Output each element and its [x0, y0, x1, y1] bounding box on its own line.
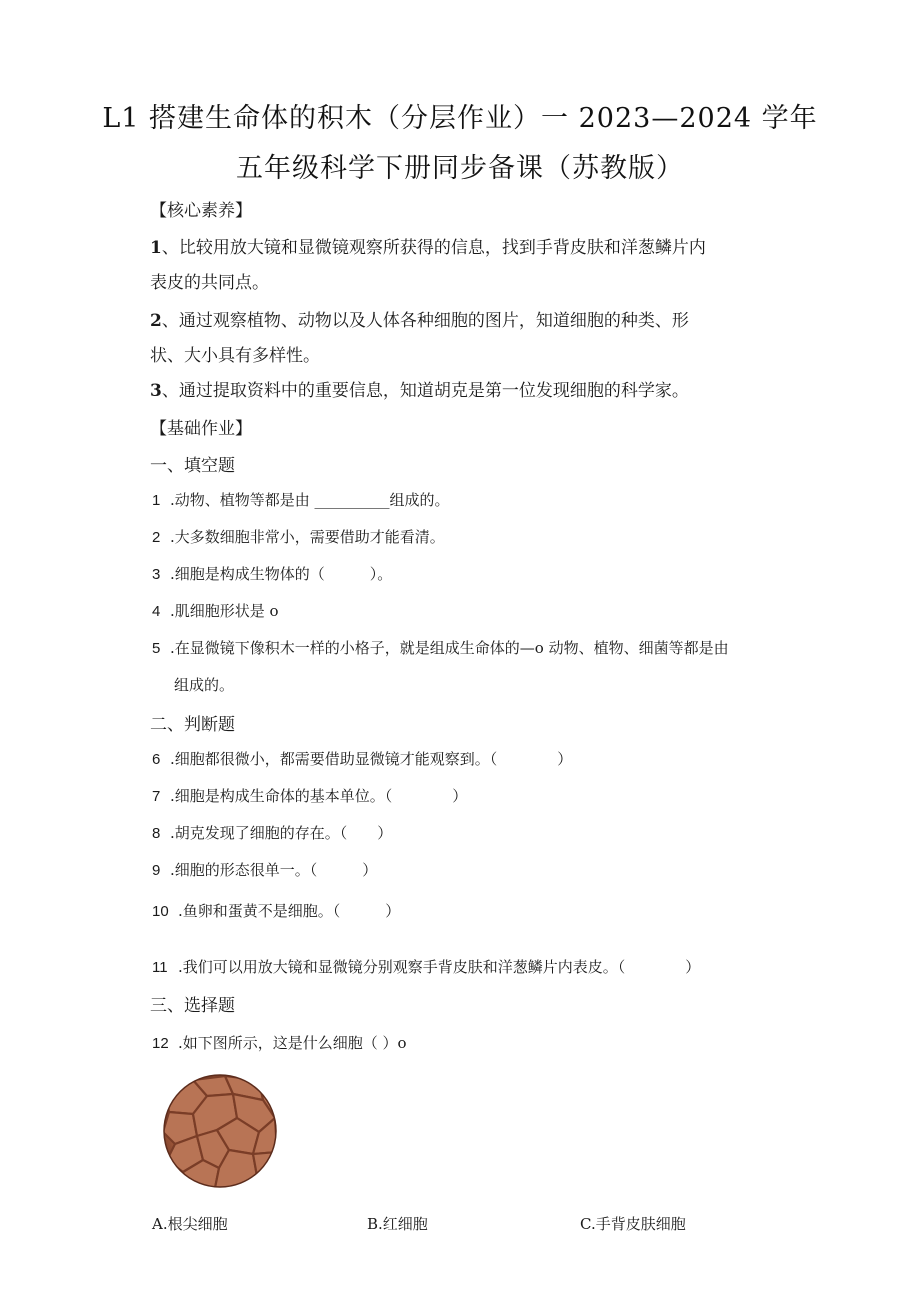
core-item-1-line2: 表皮的共同点。 [150, 273, 269, 293]
judge-heading: 二、判断题 [150, 715, 235, 735]
choice-heading: 三、选择题 [150, 996, 235, 1016]
question-9: 9 .细胞的形态很单一。（ ） [152, 861, 378, 879]
option-b: B.红细胞 [367, 1215, 428, 1233]
core-item-3 [150, 376, 689, 401]
core-item-2-line2: 状、大小具有多样性。 [150, 346, 320, 366]
question-6: 6 .细胞都很微小，都需要借助显微镜才能观察到。（ ） [152, 750, 573, 768]
core-item-2 [150, 306, 689, 331]
question-3: 3 .细胞是构成生物体的（ ）。 [152, 565, 393, 583]
core-heading: 【核心素养】 [150, 201, 252, 221]
question-5-line2: 组成的。 [174, 676, 235, 694]
question-7: 7 .细胞是构成生命体的基本单位。（ ） [152, 787, 468, 805]
skin-cell-micrograph [163, 1074, 277, 1188]
core-item-1-line1: 、比较用放大镜和显微镜观察所获得的信息，找到手背皮肤和洋葱鳞片内 [161, 238, 706, 258]
question-2: 2 .大多数细胞非常小，需要借助才能看清。 [152, 528, 445, 546]
core-item-3-line1: 、通过提取资料中的重要信息，知道胡克是第一位发现细胞的科学家。 [161, 381, 689, 401]
question-10: 10 .鱼卵和蛋黄不是细胞。（ ） [152, 902, 401, 920]
question-8: 8 .胡克发现了细胞的存在。（ ） [152, 824, 393, 842]
question-11: 11 .我们可以用放大镜和显微镜分别观察手背皮肤和洋葱鳞片内表皮。（ ） [152, 958, 701, 976]
core-item-1-num: 1 [150, 238, 162, 258]
doc-title-line1: L1 搭建生命体的积木（分层作业）一 2023—2024 学年 [102, 103, 818, 134]
core-item-2-line1: 、通过观察植物、动物以及人体各种细胞的图片，知道细胞的种类、形 [161, 311, 689, 331]
core-item-3-num: 3 [150, 381, 162, 401]
basic-heading: 【基础作业】 [150, 419, 252, 439]
doc-title-line2: 五年级科学下册同步备课（苏教版） [236, 153, 684, 184]
core-item-1 [150, 233, 706, 258]
question-1: 1 .动物、植物等都是由 __________组成的。 [152, 491, 450, 509]
question-12: 12 .如下图所示，这是什么细胞（ ）o [152, 1034, 407, 1052]
fill-heading: 一、填空题 [150, 456, 235, 476]
option-a: A.根尖细胞 [152, 1215, 228, 1233]
question-5: 5 .在显微镜下像积木一样的小格子，就是组成生命体的—o 动物、植物、细菌等都是由 [152, 639, 729, 657]
option-c: C.手背皮肤细胞 [580, 1215, 686, 1233]
question-4: 4 .肌细胞形状是 o [152, 602, 279, 620]
core-item-2-num: 2 [150, 311, 162, 331]
